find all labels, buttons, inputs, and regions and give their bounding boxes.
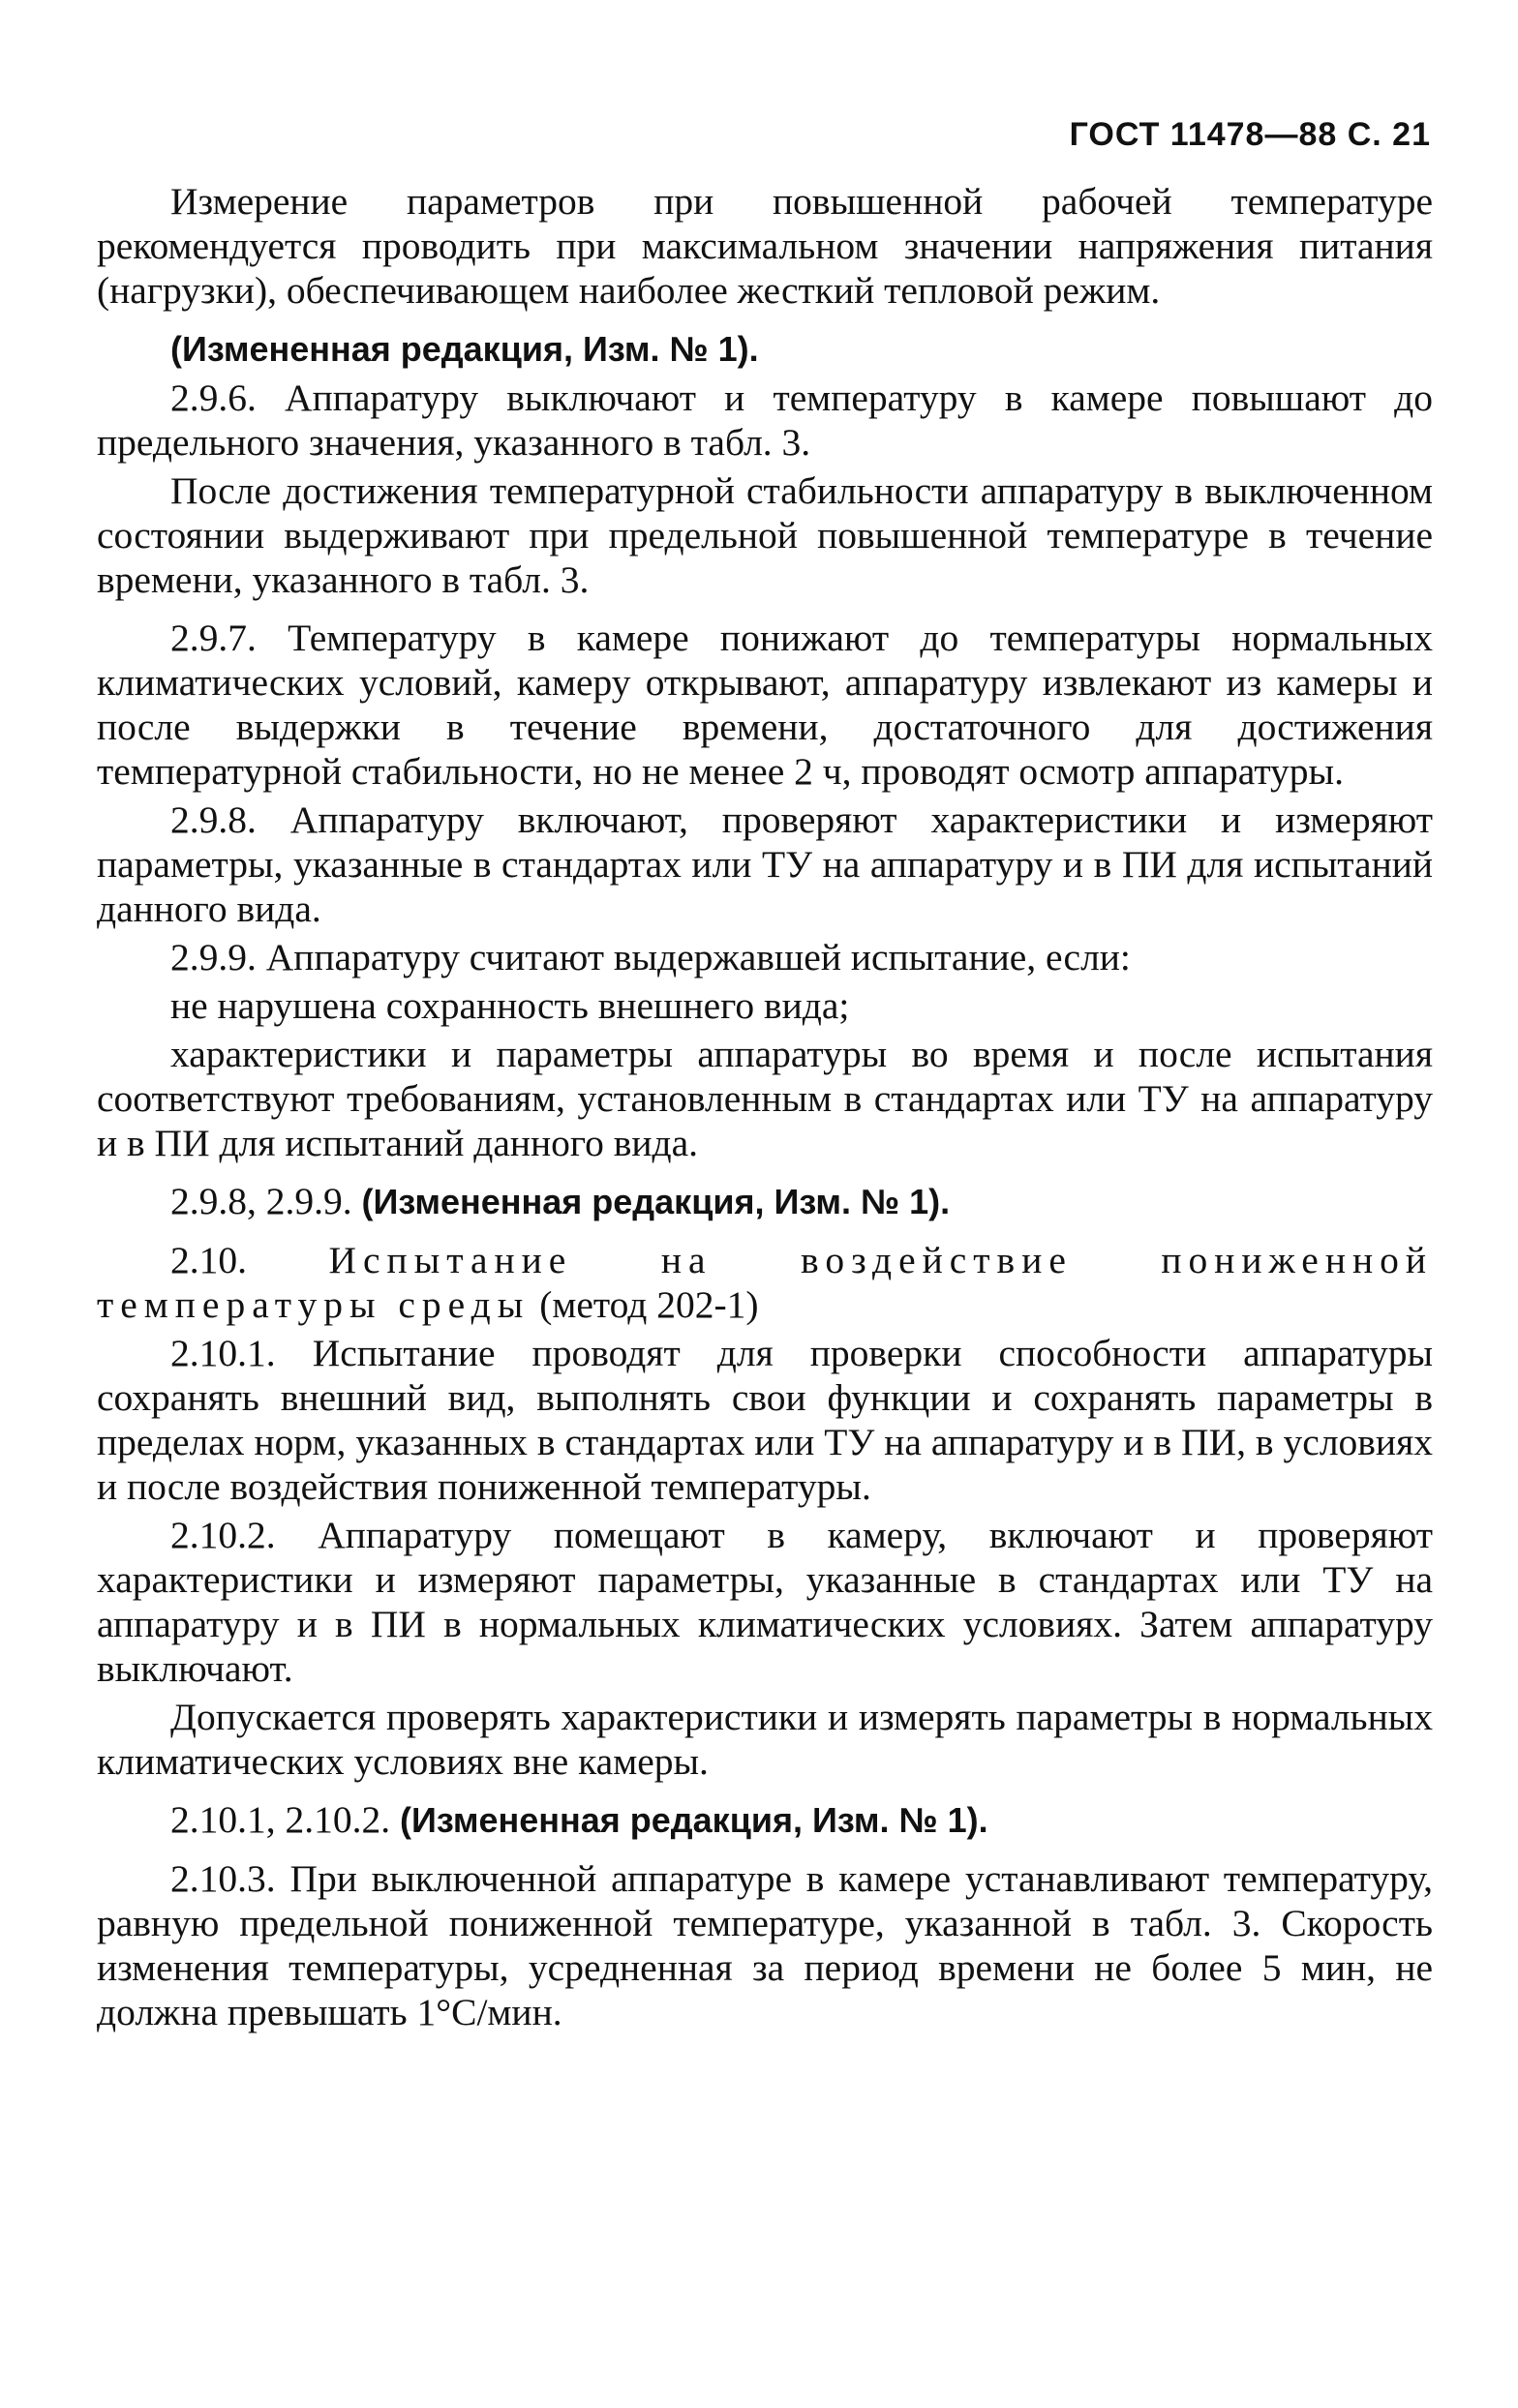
amendment-note-1 <box>97 326 1433 372</box>
clause-number: 2.10.1. <box>170 1332 276 1374</box>
clause-2-9-7 <box>97 616 1433 794</box>
amendment-note-text: (Измененная редакция, Изм. № 1). <box>361 1182 951 1221</box>
section-heading-2-10 <box>97 1238 1433 1327</box>
clause-2-9-8 <box>97 798 1433 931</box>
clause-2-10-3 <box>97 1856 1433 2034</box>
clause-text: Аппаратуру считают выдержавшей испытание, если: <box>265 936 1131 978</box>
criterion-text: не нарушена сохранность внешнего вида; <box>170 984 850 1027</box>
amendment-clause-numbers: 2.10.1, 2.10.2. <box>170 1798 391 1841</box>
clause-number: 2.10.2. <box>170 1514 276 1556</box>
document-page <box>97 116 1433 2048</box>
paragraph-stability-hold <box>97 468 1433 602</box>
amendment-clause-numbers: 2.9.8, 2.9.9. <box>170 1180 352 1222</box>
clause-number: 2.9.6. <box>170 376 257 419</box>
clause-2-9-9 <box>97 935 1433 979</box>
amendment-note-2 <box>97 1179 1433 1224</box>
criterion-appearance <box>97 983 1433 1028</box>
clause-2-10-2 <box>97 1513 1433 1691</box>
clause-text: При выключенной аппаратуре в камере устанавливают температуру, равную предельной пониженной температуре, указанной в табл. 3. Скорость изменения температуры, усредненная за период времени не более 5 мин, не должна превышать 1°С/мин. <box>97 1857 1434 2033</box>
clause-text: Испытание проводят для проверки способности аппаратуры сохранять внешний вид, выполнять свои функции и сохранять параметры в пределах норм, указанных в стандартах или ТУ на аппаратуру и в ПИ, в условиях и после воздействия пониженной температуры. <box>97 1332 1434 1508</box>
paragraph-text: Измерение параметров при повышенной рабочей температуре рекомендуется проводить при максимальном значении напряжения питания (нагрузки), обеспечивающем наиболее жесткий тепловой режим. <box>97 180 1433 312</box>
clause-number: 2.9.9. <box>170 936 257 978</box>
clause-2-10-1 <box>97 1331 1433 1509</box>
clause-text: Температуру в камере понижают до температуры нормальных климатических условий, камеру открывают, аппаратуру извлекают из камеры и после выдержки в течение времени, достаточного для достижения температурной стабильности, но не менее 2 ч, проводят осмотр аппаратуры. <box>97 617 1434 793</box>
running-header: ГОСТ 11478—88 С. 21 <box>1069 116 1431 153</box>
clause-text: Аппаратуру помещают в камеру, включают и проверяют характеристики и измеряют параметры, указанные в стандартах или ТУ на аппаратуру и в ПИ в нормальных климатических условиях. Затем аппаратуру выключают. <box>97 1514 1433 1690</box>
clause-number: 2.9.7. <box>170 617 257 659</box>
clause-number: 2.10.3. <box>170 1857 276 1900</box>
amendment-note-text: (Измененная редакция, Изм. № 1). <box>400 1800 988 1840</box>
section-number: 2.10. <box>170 1239 247 1281</box>
clause-text: Аппаратуру включают, проверяют характеристики и измеряют параметры, указанные в стандартах или ТУ на аппаратуру и в ПИ для испытаний данного вида. <box>97 798 1433 930</box>
paragraph-thermal-measurement <box>97 179 1433 313</box>
document-body <box>97 179 1433 2034</box>
clause-2-9-6 <box>97 376 1433 465</box>
section-method: (метод 202-1) <box>539 1283 759 1326</box>
section-title: Испытание на воздействие пониженной температуры среды <box>97 1239 1434 1326</box>
amendment-note-3 <box>97 1797 1433 1843</box>
criterion-text: характеристики и параметры аппаратуры во время и после испытания соответствуют требованиям, установленным в стандартах или ТУ на аппаратуру и в ПИ для испытаний данного вида. <box>97 1033 1433 1164</box>
amendment-note-text: (Измененная редакция, Изм. № 1). <box>170 329 759 369</box>
paragraph-text: Допускается проверять характеристики и измерять параметры в нормальных климатических условиях вне камеры. <box>97 1696 1433 1783</box>
clause-text: Аппаратуру выключают и температуру в камере повышают до предельного значения, указанного в табл. 3. <box>97 376 1434 464</box>
paragraph-text: После достижения температурной стабильности аппаратуру в выключенном состоянии выдерживают при предельной повышенной температуре в течение времени, указанного в табл. 3. <box>97 469 1433 601</box>
clause-number: 2.9.8. <box>170 798 257 841</box>
paragraph-outside-chamber <box>97 1695 1433 1784</box>
criterion-parameters <box>97 1032 1433 1165</box>
